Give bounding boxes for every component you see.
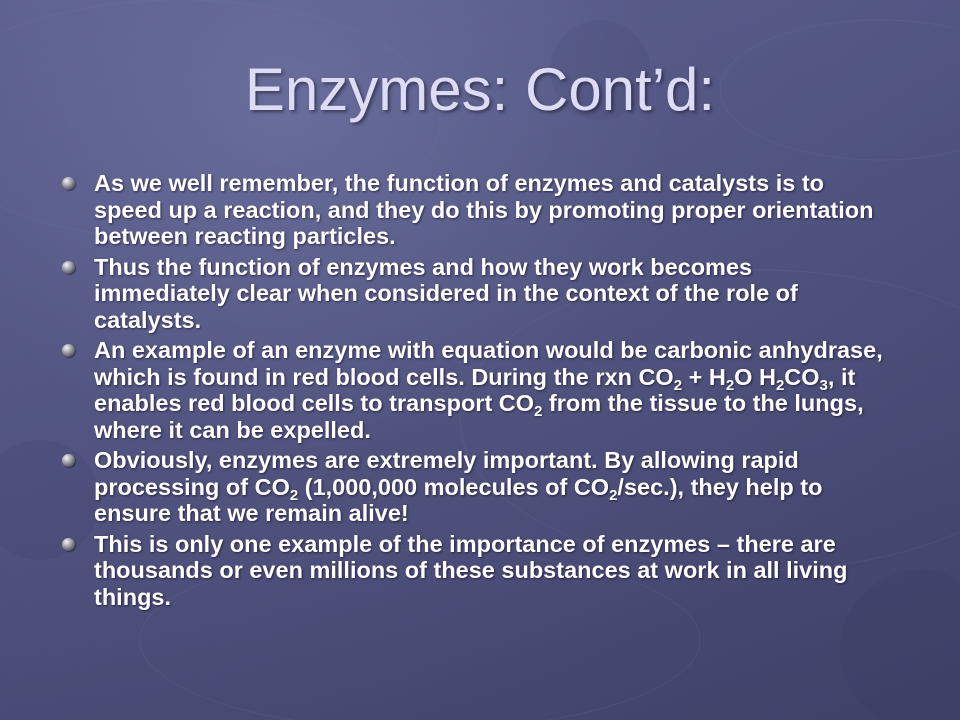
gray-sphere-icon bbox=[62, 454, 75, 467]
gray-sphere-icon bbox=[62, 344, 75, 357]
bullet-text: Thus the function of enzymes and how they work becomes immediately clear when considered in the context of the role of catalysts. bbox=[94, 253, 798, 333]
text-segment: from the tissue to the lungs, where it can be expelled. bbox=[94, 390, 864, 443]
bullet-item bbox=[62, 531, 892, 611]
bullet-text bbox=[94, 337, 883, 443]
subscript: 2 bbox=[289, 486, 299, 504]
subscript: 2 bbox=[725, 376, 735, 394]
text-segment: (1,000,000 molecules of CO bbox=[298, 473, 610, 500]
bullet-item bbox=[62, 337, 892, 443]
subscript: 2 bbox=[534, 403, 543, 420]
text-segment: , it enables red blood cells to transport CO bbox=[94, 363, 856, 416]
bullet-list bbox=[62, 170, 892, 614]
text-segment: /sec.), they help to ensure that we remain alive! bbox=[94, 473, 823, 526]
bullet-item bbox=[62, 170, 892, 250]
subscript: 2 bbox=[673, 376, 683, 394]
text-segment: + H bbox=[682, 363, 726, 390]
subscript: 2 bbox=[775, 376, 785, 394]
bullet-text bbox=[94, 447, 822, 526]
bullet-item bbox=[62, 254, 892, 334]
bullet-text: This is only one example of the importance of enzymes – there are thousands or even millions of these substances at work in all living things. bbox=[94, 530, 848, 610]
text-segment: An example of an enzyme with equation would be carbonic anhydrase, which is found in red blood cells. During the rxn CO bbox=[94, 337, 883, 390]
slide-title: Enzymes: Cont’d: bbox=[244, 56, 716, 123]
bullet-item bbox=[62, 447, 892, 527]
gray-sphere-icon bbox=[62, 261, 75, 274]
text-segment: H bbox=[758, 363, 776, 390]
subscript: 2 bbox=[609, 486, 618, 504]
gray-sphere-icon bbox=[62, 538, 75, 551]
subscript: 3 bbox=[819, 376, 828, 394]
text-segment: O bbox=[734, 363, 759, 390]
gray-sphere-icon bbox=[62, 177, 75, 190]
bullet-text: As we well remember, the function of enzymes and catalysts is to speed up a reaction, and they do this by promoting proper orientation between reacting particles. bbox=[94, 170, 874, 249]
text-segment: CO bbox=[784, 363, 820, 390]
text-segment: Obviously, enzymes are extremely important. By allowing rapid processing of CO bbox=[94, 447, 799, 500]
